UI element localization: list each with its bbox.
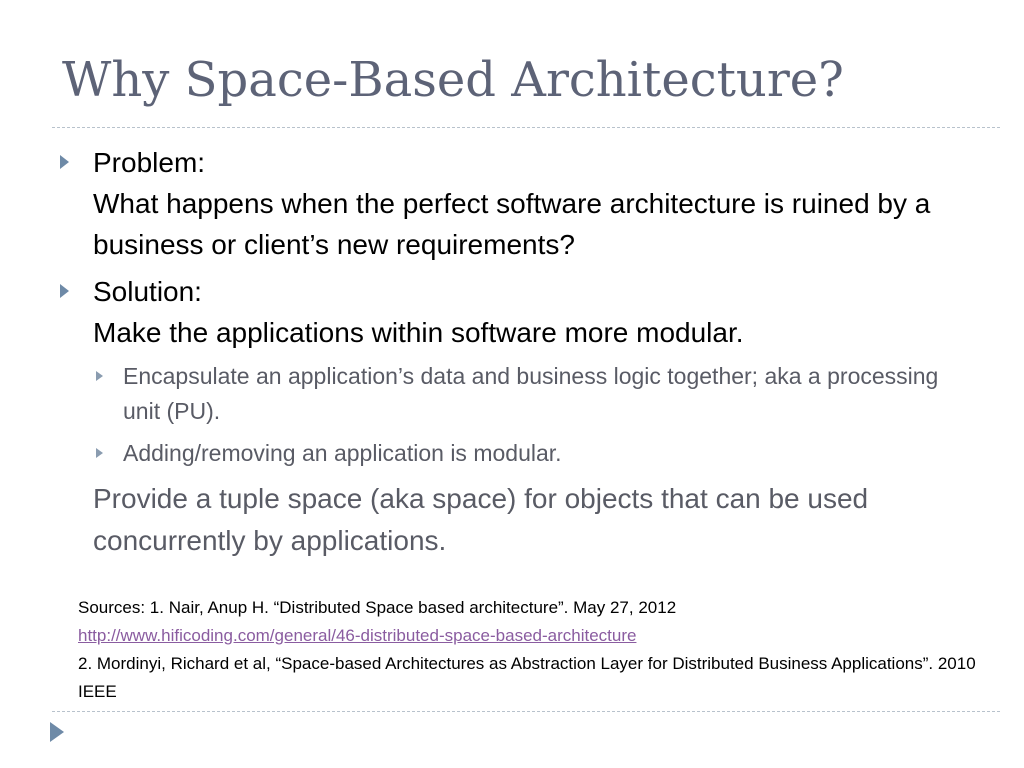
sub-bullet-text: Encapsulate an application’s data and business logic together; aka a processing unit (PU). — [123, 363, 939, 424]
solution-continuation: Provide a tuple space (aka space) for objects that can be used concurrently by applications. — [93, 483, 869, 556]
source-2: 2. Mordinyi, Richard et al, “Space-based Architectures as Abstraction Layer for Distributed Business Applications”. 2010 IEEE — [78, 654, 976, 701]
source-1-link[interactable]: http://www.hificoding.com/general/46-distributed-space-based-architecture — [78, 626, 637, 645]
bullet-problem — [60, 142, 960, 265]
title-divider — [52, 127, 1000, 128]
triangle-bullet-icon — [60, 155, 69, 169]
sub-bullet-modular — [93, 436, 960, 471]
triangle-bullet-icon — [96, 371, 103, 381]
sub-bullet-text: Adding/removing an application is modular. — [123, 440, 562, 466]
footer-divider — [52, 711, 1000, 712]
triangle-bullet-icon — [60, 284, 69, 298]
triangle-bullet-icon — [96, 448, 103, 458]
problem-heading: Problem: — [93, 147, 206, 178]
next-arrow-icon[interactable] — [50, 722, 64, 742]
problem-text: What happens when the perfect software architecture is ruined by a business or client’s new requirements? — [93, 188, 931, 260]
sub-bullet-encapsulate — [93, 359, 960, 429]
source-1: Sources: 1. Nair, Anup H. “Distributed Space based architecture”. May 27, 2012 — [78, 598, 677, 617]
slide-content — [60, 142, 960, 562]
solution-heading: Solution: — [93, 276, 202, 307]
sources-block — [78, 594, 978, 706]
slide-title: Why Space-Based Architecture? — [62, 52, 844, 108]
bullet-solution — [60, 271, 960, 353]
solution-text: Make the applications within software more modular. — [93, 317, 744, 348]
